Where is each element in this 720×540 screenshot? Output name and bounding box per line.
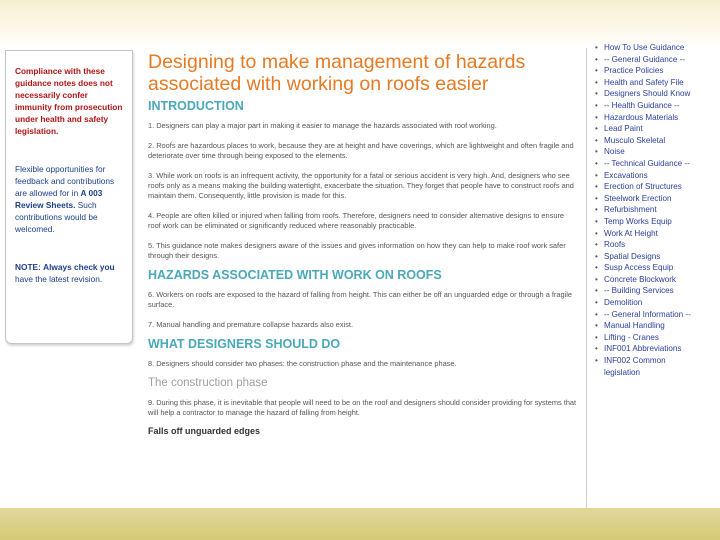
guidance-nav-list [593, 42, 705, 378]
nav-item[interactable]: legislation [604, 367, 640, 377]
nav-item[interactable]: • Refurbishment [593, 204, 705, 216]
introduction-heading: INTRODUCTION [148, 99, 244, 113]
nav-item[interactable]: • Hazardous Materials [593, 112, 705, 124]
nav-item[interactable]: • -- Health Guidance -- [593, 100, 705, 112]
nav-item[interactable]: • Erection of Structures [593, 181, 705, 193]
feedback-text: Flexible opportunities for feedback and contributions are allowed for in [15, 164, 115, 198]
nav-item[interactable]: • Steelwork Erection [593, 193, 705, 205]
nav-item[interactable]: • -- Building Services [593, 285, 705, 297]
feedback-notice [15, 163, 126, 235]
paragraph-3: 3. While work on roofs is an infrequent activity, the opportunity for a fatal or serious accident is very high. And, designers who see roofs only as a means making the building watertight, exacerbate the situation. They forget that people have to construct roofs and maintain them. Consequently, little provision is made for this. [148, 171, 574, 200]
nav-item[interactable]: • -- Technical Guidance -- [593, 158, 705, 170]
designers-heading: WHAT DESIGNERS SHOULD DO [148, 337, 341, 351]
note-tail: have the latest revision. [15, 274, 103, 284]
nav-item[interactable]: • Lifting - Cranes [593, 332, 705, 344]
latest-revision-link[interactable]: Always check you [43, 262, 115, 272]
nav-item[interactable]: • Excavations [593, 170, 705, 182]
page-title: Designing to make management of hazards associated with working on roofs easier [148, 51, 526, 95]
nav-item[interactable]: • -- General Guidance -- [593, 54, 705, 66]
nav-item[interactable]: • Spatial Designs [593, 251, 705, 263]
nav-item[interactable]: • INF001 Abbreviations [593, 343, 705, 355]
paragraph-6: 6. Workers on roofs are exposed to the hazard of falling from height. This can either be off an unguarded edge or through a fragile surface. [148, 290, 572, 309]
main-content [141, 48, 581, 508]
nav-item[interactable]: • Temp Works Equip [593, 216, 705, 228]
top-decorative-band [0, 0, 720, 48]
paragraph-5: 5. This guidance note makes designers aware of the issues and gives information on how they can help to make roof work safer through their designs. [148, 241, 566, 260]
hazards-heading: HAZARDS ASSOCIATED WITH WORK ON ROOFS [148, 268, 442, 282]
nav-item[interactable]: • Demolition [593, 297, 705, 309]
sidebar-notice-box [5, 50, 133, 344]
note-label: NOTE: [15, 262, 41, 272]
feedback-tail: Such contributions would be welcomed. [15, 200, 98, 234]
nav-item[interactable]: • Manual Handling [593, 320, 705, 332]
nav-item[interactable]: • Susp Access Equip [593, 262, 705, 274]
nav-item[interactable]: • Health and Safety File [593, 77, 705, 89]
nav-item[interactable]: • Musculo Skeletal [593, 135, 705, 147]
nav-item[interactable]: • Noise [593, 146, 705, 158]
paragraph-4: 4. People are often killed or injured when falling from roofs. Therefore, designers need to consider alternative designs to ensure roof work can be eliminated or significantly reduced where reasonably practicable. [148, 211, 565, 230]
falls-heading: Falls off unguarded edges [148, 426, 261, 436]
review-sheets-link[interactable]: A 003 Review Sheets. [15, 188, 103, 210]
nav-item[interactable]: • Designers Should Know [593, 88, 705, 100]
bottom-decorative-band [0, 508, 720, 540]
paragraph-9: 9. During this phase, it is inevitable that people will need to be on the roof and designers should consider providing for systems that will help a contractor to manage the hazard of falling from height. [148, 398, 577, 417]
paragraph-7: 7. Manual handling and premature collapse hazards also exist. [148, 320, 354, 329]
nav-item[interactable]: • How To Use Guidance [593, 42, 705, 54]
nav-item[interactable]: • Concrete Blockwork [593, 274, 705, 286]
revision-note [15, 261, 126, 285]
paragraph-8: 8. Designers should consider two phases: the construction phase and the maintenance phase. [148, 359, 457, 368]
nav-item[interactable]: • INF002 Common [593, 355, 705, 367]
nav-item[interactable]: • -- General Information -- [593, 309, 705, 321]
construction-phase-heading: The construction phase [148, 377, 268, 389]
nav-item[interactable]: • Work At Height [593, 228, 705, 240]
nav-item[interactable]: • Roofs [593, 239, 705, 251]
paragraph-2: 2. Roofs are hazardous places to work, because they are at height and have coverings, which are lightweight and often fragile and deteriorate over time through being exposed to the elements. [148, 141, 574, 160]
paragraph-1: 1. Designers can play a major part in making it easier to manage the hazards associated with roof working. [148, 121, 497, 130]
compliance-warning: Compliance with these guidance notes does not necessarily confer immunity from prosecution under health and safety legislation. [15, 66, 123, 136]
nav-item[interactable]: • Lead Paint [593, 123, 705, 135]
column-divider [586, 48, 587, 510]
nav-item[interactable]: • Practice Policies [593, 65, 705, 77]
